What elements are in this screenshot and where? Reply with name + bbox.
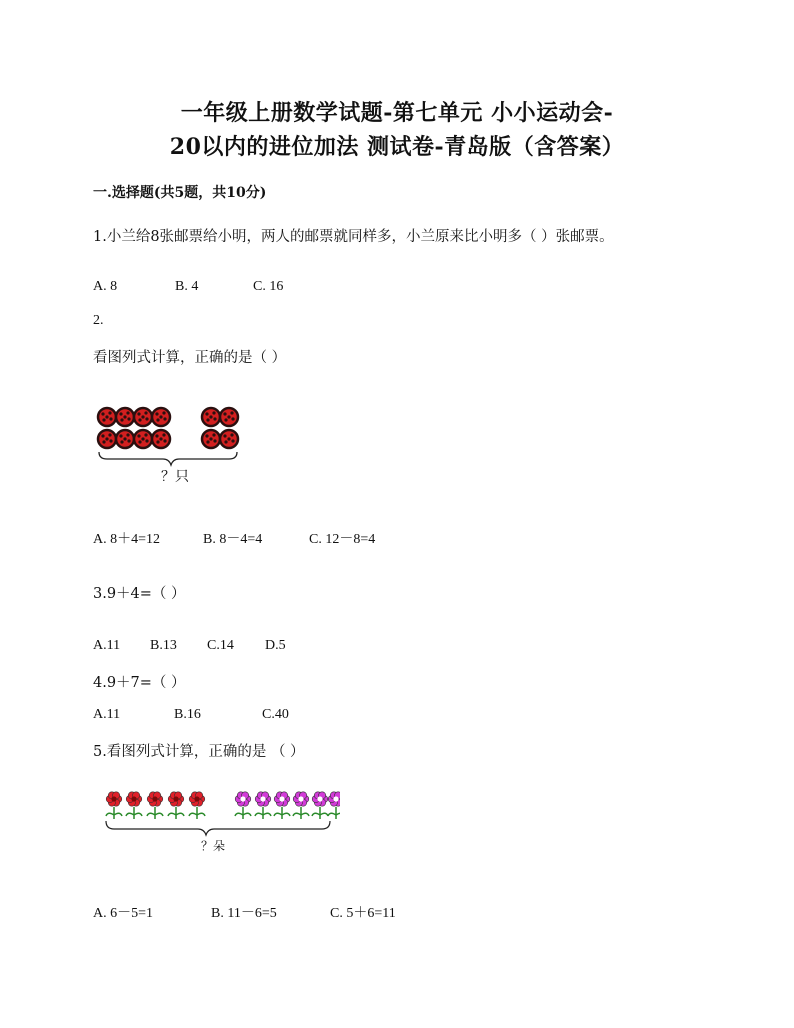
flower-icon bbox=[293, 792, 309, 819]
option-a[interactable]: A. 8 bbox=[93, 279, 118, 294]
option-c[interactable]: C. 12－8=4 bbox=[309, 532, 376, 547]
question-2-options bbox=[93, 528, 375, 548]
ladybug-icon bbox=[98, 408, 116, 426]
question-1-options bbox=[93, 279, 283, 295]
ladybug-icon bbox=[152, 430, 170, 448]
flower-icon bbox=[189, 792, 205, 819]
option-a[interactable]: A.11 bbox=[93, 707, 121, 722]
option-c[interactable]: C. 16 bbox=[253, 279, 284, 294]
ladybug-icon bbox=[134, 408, 152, 426]
question-3-text: 3.9＋4=（ ） bbox=[93, 586, 186, 602]
title-line-1: 一年级上册数学试题-第七单元 小小运动会- bbox=[180, 100, 614, 126]
option-c[interactable]: C.14 bbox=[207, 638, 234, 653]
flower-icon bbox=[328, 792, 340, 819]
option-b[interactable]: B. 4 bbox=[175, 279, 199, 294]
brace bbox=[106, 821, 330, 835]
flower-icon bbox=[235, 792, 251, 819]
flower-figure bbox=[100, 785, 340, 857]
option-b[interactable]: B.16 bbox=[174, 707, 201, 722]
option-c[interactable]: C. 5＋6=11 bbox=[330, 906, 396, 921]
ladybug-icon bbox=[98, 430, 116, 448]
flower-icon bbox=[106, 792, 122, 819]
ladybug-icon bbox=[202, 430, 220, 448]
option-b[interactable]: B. 11－6=5 bbox=[211, 906, 277, 921]
flower-icon bbox=[168, 792, 184, 819]
question-5-text: 5.看图列式计算，正确的是 （ ） bbox=[93, 744, 305, 760]
ladybug-icon bbox=[116, 430, 134, 448]
section-heading: 一.选择题(共5题，共10分) bbox=[93, 185, 267, 201]
ladybug-icon bbox=[134, 430, 152, 448]
figure-label-bugs: ？只 bbox=[161, 469, 189, 485]
option-c[interactable]: C.40 bbox=[262, 707, 289, 722]
title-line-2: 20以内的进位加法 测试卷-青岛版（含答案） bbox=[169, 134, 625, 160]
ladybug-icon bbox=[220, 408, 238, 426]
question-4-text: 4.9＋7=（ ） bbox=[93, 675, 186, 691]
flower-icon bbox=[312, 792, 328, 819]
question-3-options bbox=[93, 638, 286, 654]
option-b[interactable]: B. 8－4=4 bbox=[203, 532, 263, 547]
question-2-number: 2. bbox=[93, 313, 104, 328]
figure-label-flowers: ？朵 bbox=[201, 839, 226, 853]
ladybug-figure bbox=[95, 403, 255, 488]
flower-group bbox=[106, 792, 340, 819]
ladybug-group bbox=[98, 408, 238, 448]
option-a[interactable]: A. 8＋4=12 bbox=[93, 532, 161, 547]
brace bbox=[99, 452, 237, 465]
ladybug-icon bbox=[116, 408, 134, 426]
flower-icon bbox=[274, 792, 290, 819]
flower-icon bbox=[126, 792, 142, 819]
option-a[interactable]: A.11 bbox=[93, 638, 121, 653]
ladybug-icon bbox=[152, 408, 170, 426]
question-2-text: 看图列式计算，正确的是（ ） bbox=[93, 350, 287, 366]
ladybug-icon bbox=[202, 408, 220, 426]
option-b[interactable]: B.13 bbox=[150, 638, 177, 653]
question-5-options bbox=[93, 902, 396, 922]
option-d[interactable]: D.5 bbox=[265, 638, 286, 653]
question-4-options bbox=[93, 707, 289, 723]
flower-icon bbox=[147, 792, 163, 819]
question-1-text: 1.小兰给8张邮票给小明，两人的邮票就同样多，小兰原来比小明多（ ）张邮票。 bbox=[93, 229, 614, 245]
ladybug-icon bbox=[220, 430, 238, 448]
option-a[interactable]: A. 6－5=1 bbox=[93, 906, 154, 921]
flower-icon bbox=[255, 792, 271, 819]
